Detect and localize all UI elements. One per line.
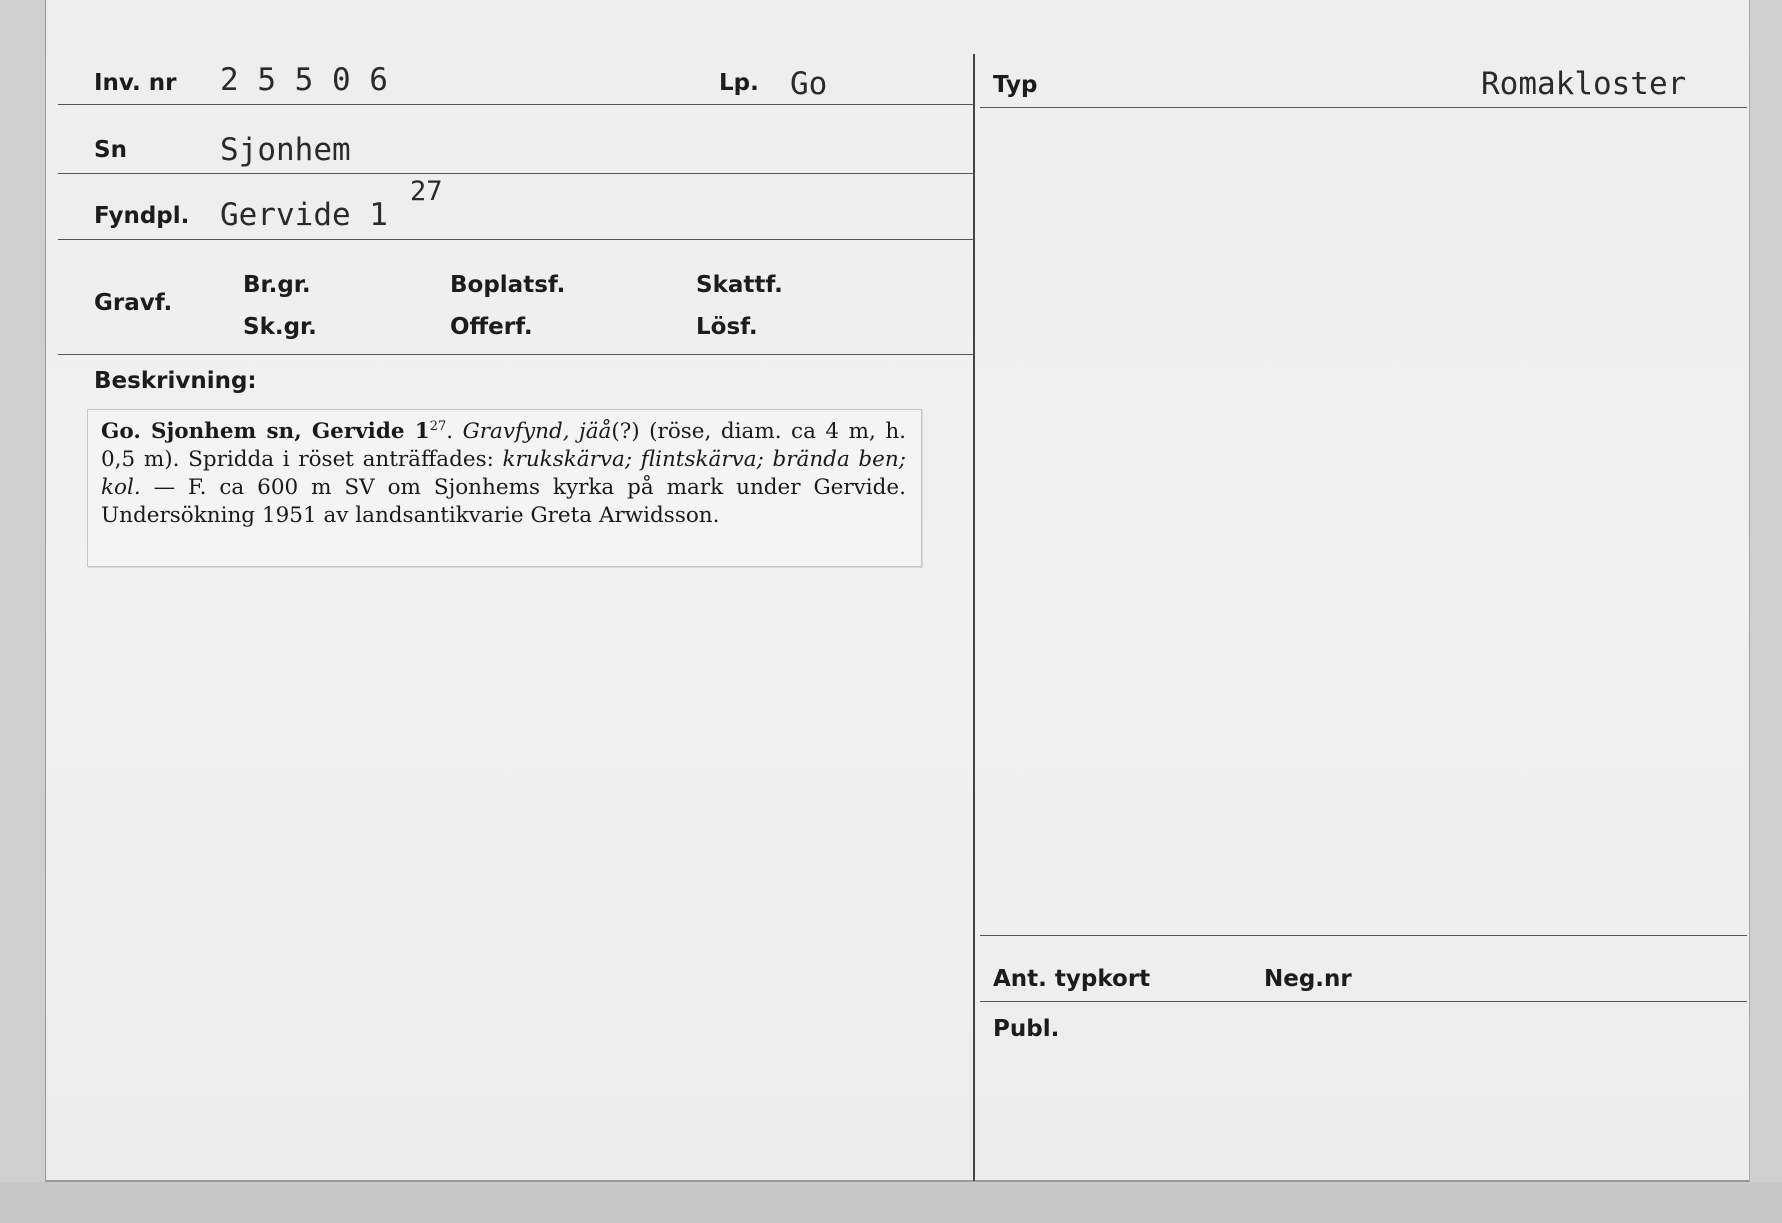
rule-gravf	[58, 354, 973, 355]
brgr-label: Br.gr.	[243, 272, 311, 298]
inv-nr-value: 2 5 5 0 6	[220, 62, 388, 98]
publ-label: Publ.	[993, 1016, 1060, 1042]
rule-inv	[58, 104, 973, 105]
description-italic-2: krukskärva; flintskärva; brända ben; kol.	[101, 447, 906, 500]
rule-typ	[980, 107, 1747, 108]
losf-label: Lösf.	[696, 314, 758, 340]
sn-label: Sn	[94, 137, 127, 163]
rule-sn	[58, 173, 973, 174]
sn-value: Sjonhem	[220, 132, 351, 168]
ant-typkort-label: Ant. typkort	[993, 966, 1151, 992]
neg-nr-label: Neg.nr	[1264, 966, 1352, 992]
inv-nr-label: Inv. nr	[94, 70, 177, 96]
gravf-label: Gravf.	[94, 290, 173, 316]
description-text-1: (?) (röse, diam. ca 4 m, h. 0,5 m). Spridda i röset anträffades:	[101, 419, 906, 472]
rule-publ-top	[980, 1001, 1747, 1002]
beskrivning-label: Beskrivning:	[94, 368, 257, 394]
scan-background	[0, 1182, 1782, 1223]
offerf-label: Offerf.	[450, 314, 533, 340]
fyndpl-label: Fyndpl.	[94, 203, 190, 229]
description-italic-1: Gravfynd, jäå	[462, 419, 612, 444]
lp-value: Go	[790, 66, 828, 102]
typ-label: Typ	[993, 72, 1038, 98]
skattf-label: Skattf.	[696, 272, 783, 298]
catalog-card	[45, 0, 1750, 1182]
skgr-label: Sk.gr.	[243, 314, 317, 340]
lp-label: Lp.	[719, 70, 759, 96]
description-text: Go. Sjonhem sn, Gervide $1^{27}$. Gravfynd, jäå(?) (röse, diam. ca 4 m, h. 0,5 m). Spridda i röset anträffades: krukskärva; flintskärva; brända ben; kol. — F. ca 600 m SV om Sjonhems kyrka på mark under Gervide. Undersökning 1951 av landsantikvarie Greta Arwidsson.	[101, 418, 906, 528]
typ-value: Romakloster	[1481, 66, 1687, 102]
description-superscript: 27	[429, 418, 447, 434]
rule-fyndpl	[58, 239, 973, 240]
description-text-2: — F. ca 600 m SV om Sjonhems kyrka på mark under Gervide. Undersökning 1951 av landsantikvarie Greta Arwidsson.	[101, 475, 906, 528]
fyndpl-superscript: 27	[410, 176, 443, 207]
description-heading: Go. Sjonhem sn, Gervide 1	[101, 419, 430, 444]
rule-anttypkort-top	[980, 935, 1747, 936]
column-divider	[973, 54, 975, 1181]
boplatsf-label: Boplatsf.	[450, 272, 566, 298]
fyndpl-value: Gervide 1	[220, 197, 388, 233]
